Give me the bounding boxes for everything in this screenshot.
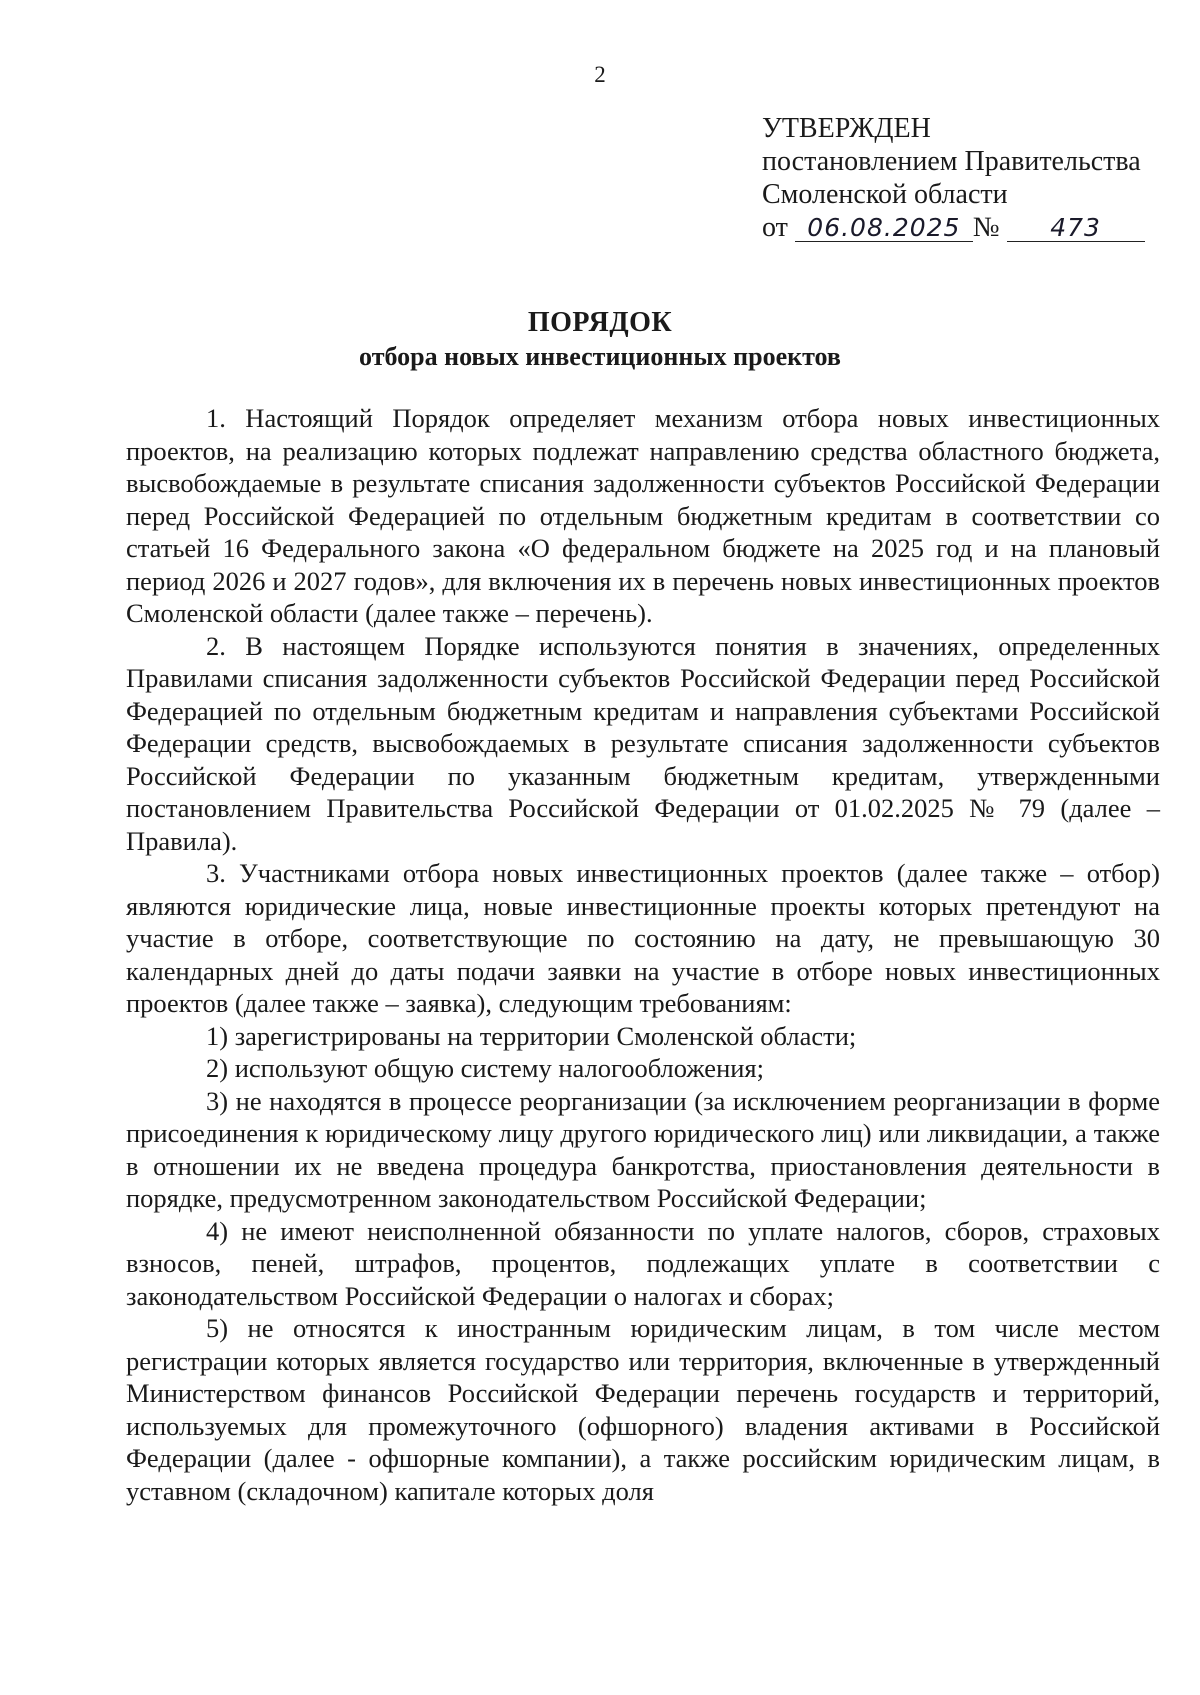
document-title: ПОРЯДОК xyxy=(527,307,673,338)
requirement-1: 1) зарегистрированы на территории Смоленской области; xyxy=(206,1020,857,1051)
handwritten-date: 06.08.2025 xyxy=(795,215,973,242)
approval-line-2: Смоленской области xyxy=(762,179,1008,210)
number-prefix: № xyxy=(972,212,1000,243)
requirement-4: 4) не имеют неисполненной обязанности по уплате налогов, сборов, страховых взносов, пеней, штрафов, процентов, подлежащих уплате в соответствии с законодательством Российской Федерации о налогах и сборах; xyxy=(126,1215,1160,1311)
handwritten-number: 473 xyxy=(1007,215,1145,242)
page-number: 2 xyxy=(594,62,606,87)
date-prefix: от xyxy=(762,212,788,243)
document-title-block xyxy=(0,306,1200,374)
approval-stamp xyxy=(762,112,1145,244)
requirement-5: 5) не относятся к иностранным юридическим лицам, в том числе местом регистрации которых является государство или территория, включенные в утвержденный Министерством финансов Российской Федерации перечень государств и территорий, используемых для промежуточного (офшорного) владения активами в Российской Федерации (далее - офшорные компании), а также российским юридическим лицам, в уставном (складочном) капитале которых доля xyxy=(126,1313,1160,1506)
approval-date-line xyxy=(762,211,1145,244)
document-subtitle: отбора новых инвестиционных проектов xyxy=(359,342,841,371)
paragraph-2: 2. В настоящем Порядке используются понятия в значениях, определенных Правилами списания задолженности субъектов Российской Федерации перед Российской Федерацией по отдельным бюджетным кредитам и направления субъектами Российской Федерации средств, высвобождаемых в результате списания задолженности субъектов Российской Федерации по указанным бюджетным кредитам, утвержденными постановлением Правительства Российской Федерации от 01.02.2025 № 79 (далее – Правила). xyxy=(126,630,1160,856)
document-body xyxy=(126,402,1160,1507)
paragraph-1: 1. Настоящий Порядок определяет механизм отбора новых инвестиционных проектов, на реализацию которых подлежат направлению средства областного бюджета, высвобождаемые в результате списания задолженности субъектов Российской Федерации перед Российской Федерацией по отдельным бюджетным кредитам в соответствии со статьей 16 Федерального закона «О федеральном бюджете на 2025 год и на плановый период 2026 и 2027 годов», для включения их в перечень новых инвестиционных проектов Смоленской области (далее также – перечень). xyxy=(126,403,1160,628)
paragraph-3: 3. Участниками отбора новых инвестиционных проектов (далее также – отбор) являются юридические лица, новые инвестиционные проекты которых претендуют на участие в отборе, соответствующие по состоянию на дату, не превышающую 30 календарных дней до даты подачи заявки на участие в отборе новых инвестиционных проектов (далее также – заявка), следующим требованиям: xyxy=(126,858,1160,1018)
requirement-2: 2) используют общую систему налогообложения; xyxy=(206,1053,764,1083)
requirement-3: 3) не находятся в процессе реорганизации (за исключением реорганизации в форме присоединения к юридическому лицу другого юридического лиц) или ликвидации, а также в отношении их не введена процедура банкротства, приостановления деятельности в порядке, предусмотренном законодательством Российской Федерации; xyxy=(126,1085,1160,1213)
approval-line-1: постановлением Правительства xyxy=(762,146,1141,177)
approval-status: УТВЕРЖДЕН xyxy=(762,113,931,144)
